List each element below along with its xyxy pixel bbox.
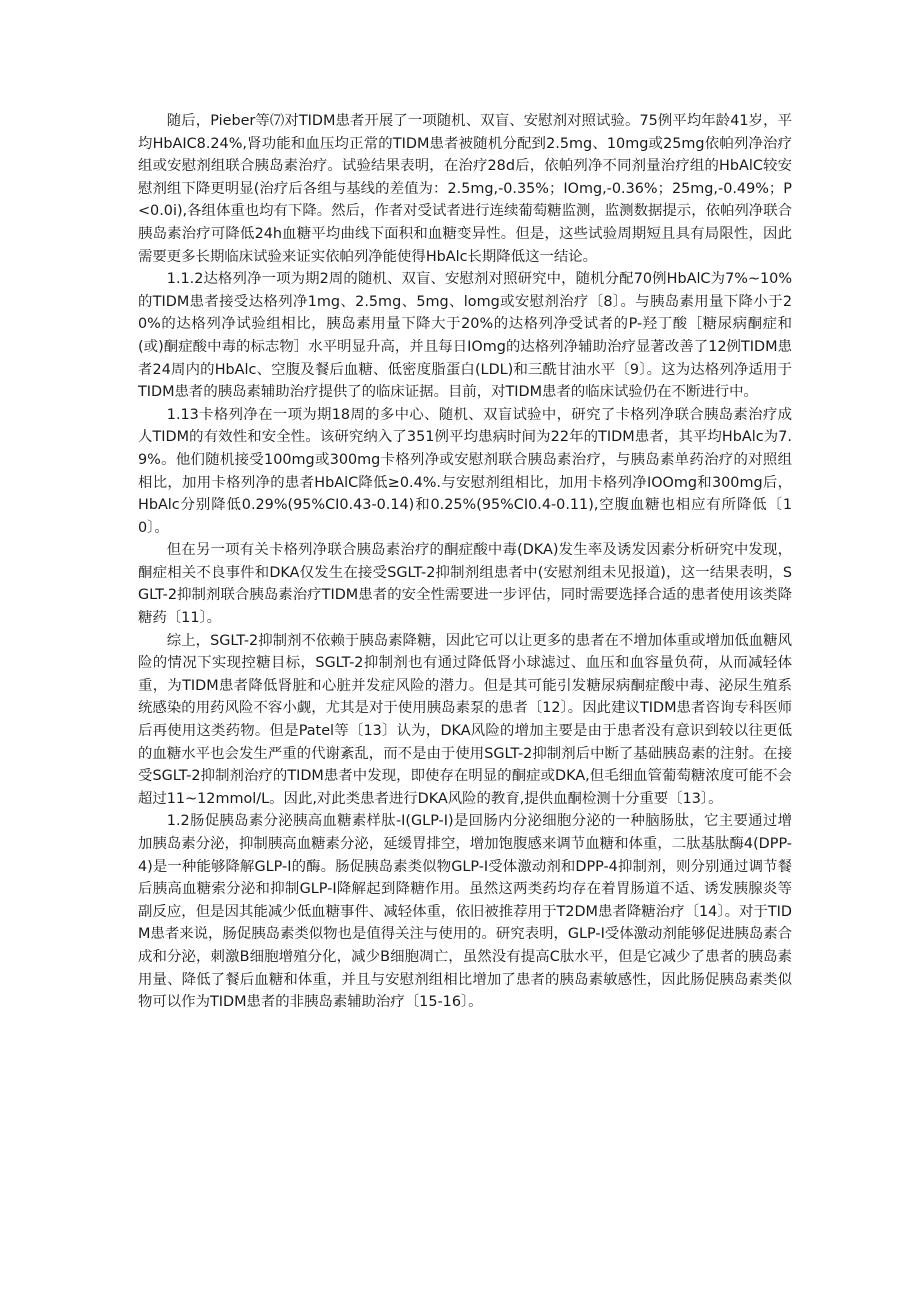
paragraph-glp1: 1.2肠促胰岛素分泌胰高血糖素样肽-I(GLP-I)是回肠内分泌细胞分泌的一种脑肠肽，它主要通过增加胰岛素分泌，抑制胰高血糖素分泌，延缓胃排空，增加饱腹感来调节血糖和体重，二肽基肽酶4(DPP-4)是一种能够降解GLP-I的酶。肠促胰岛素类似物GLP-I受体激动剂和DPP-4抑制剂，则分别通过调节餐后胰高血糖索分泌和抑制GLP-I降解起到降糖作用。虽然这两类药均存在着胃肠道不适、诱发胰腺炎等副反应，但是因其能减少低血糖事件、减轻体重，依旧被推荐用于T2DM患者降糖治疗〔14〕。对于TIDM患者来说，肠促胰岛素类似物也是值得关注与使用的。研究表明，GLP-I受体激动剂能够促进胰岛素合成和分泌，刺激B细胞增殖分化，减少B细胞凋亡，虽然没有提高C肽水平，但是它减少了患者的胰岛素用量、降低了餐后血糖和体重，并且与安慰剂组相比增加了患者的胰岛素敏感性，因此肠促胰岛素类似物可以作为TIDM患者的非胰岛素辅助治疗〔15-16〕。 <box>138 813 792 1011</box>
document-page <box>138 110 792 1014</box>
paragraph-empagliflozin-trial: 随后，Pieber等⑺对TIDM患者开展了一项随机、双盲、安慰剂对照试验。75例平均年龄41岁，平均HbAIC8.24%,肾功能和血压均正常的TIDM患者被随机分配到2.5mg、10mg或25mg依帕列净治疗组或安慰剂组联合胰岛素治疗。试验结果表明，在治疗28d后，依帕列净不同剂量治疗组的HbAlC较安慰剂组下降更明显(治疗后各组与基线的差值为：2.5mg,-0.35%；IOmg,-0.36%；25mg,-0.49%；P<0.0i),各组体重也均有下降。然后，作者对受试者进行连续葡萄糖监测，监测数据提示，依帕列净联合胰岛素治疗可降低24h血糖平均曲线下面积和血糖变异性。但是，这些试验周期短且具有局限性，因此需要更多长期临床试验来证实依帕列净能使得HbAlc长期降低这一结论。 <box>138 113 792 265</box>
paragraph-dka-study: 但在另一项有关卡格列净联合胰岛素治疗的酮症酸中毒(DKA)发生率及诱发因素分析研究中发现，酮症相关不良事件和DKA仅发生在接受SGLT-2抑制剂组患者中(安慰剂组未见报道)，这一结果表明，SGLT-2抑制剂联合胰岛素治疗TIDM患者的安全性需要进一步评估，同时需要选择合适的患者使用该类降糖药〔11〕。 <box>138 542 792 627</box>
paragraph-canagliflozin: 1.13卡格列净在一项为期18周的多中心、随机、双盲试验中，研究了卡格列净联合胰岛素治疗成人TIDM的有效性和安全性。该研究纳入了351例平均患病时间为22年的TIDM患者，其平均HbAlc为7.9%。他们随机接受100mg或300mg卡格列净或安慰剂联合胰岛素治疗，与胰岛素单药治疗的对照组相比，加用卡格列净的患者HbAlC降低≥0.4%.与安慰剂组相比，加用卡格列净IOOmg和300mg后，HbAlc分别降低0.29%(95%CI0.43-0.14)和0.25%(95%CI0.4-0.11),空腹血糖也相应有所降低〔10〕。 <box>138 406 792 536</box>
paragraph-dapagliflozin: 1.1.2达格列净一项为期2周的随机、双盲、安慰剂对照研究中，随机分配70例HbAlC为7%~10%的TIDM患者接受达格列净1mg、2.5mg、5mg、lomg或安慰剂治疗〔8〕。与胰岛素用量下降小于20%的达格列净试验组相比，胰岛素用量下降大于20%的达格列净受试者的P-羟丁酸［糖尿病酮症和(或)酮症酸中毒的标志物］水平明显升高，并且每日IOmg的达格列净辅助治疗显著改善了12例TIDM患者24周内的HbAlc、空腹及餐后血糖、低密度脂蛋白(LDL)和三酰甘油水平〔9〕。这为达格列净适用于TIDM患者的胰岛素辅助治疗提供了的临床证据。目前，对TIDM患者的临床试验仍在不断进行中。 <box>138 271 792 401</box>
paragraph-sglt2-summary: 综上，SGLT-2抑制剂不依赖于胰岛素降糖，因此它可以让更多的患者在不增加体重或增加低血糖风险的情况下实现控糖目标，SGLT-2抑制剂也有通过降低肾小球滤过、血压和血容量负荷，从而减轻体重，为TIDM患者降低肾脏和心脏并发症风险的潜力。但是其可能引发糖尿病酮症酸中毒、泌尿生殖系统感染的用药风险不容小觑，尤其是对于使用胰岛素泵的患者〔12〕。因此建议TIDM患者咨询专科医师后再使用这类药物。但是Patel等〔13〕认为，DKA风险的增加主要是由于患者没有意识到较以往更低的血糖水平也会发生严重的代谢紊乱，而不是由于使用SGLT-2抑制剂后中断了基础胰岛素的注射。在接受SGLT-2抑制剂治疗的TIDM患者中发现，即使存在明显的酮症或DKA,但毛细血管葡萄糖浓度可能不会超过11~12mmol/L。因此,对此类患者进行DKA风险的教育,提供血酮检测十分重要〔13〕。 <box>138 632 793 807</box>
